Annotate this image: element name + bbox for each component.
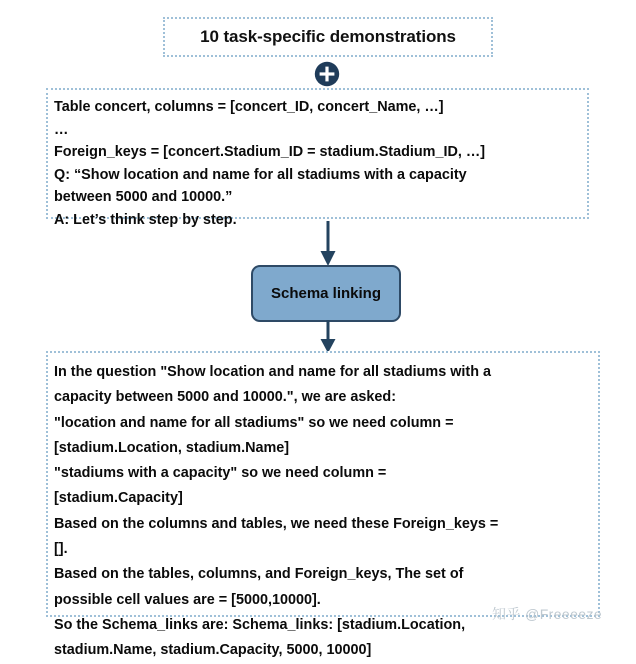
prompt-line: between 5000 and 10000.” — [54, 189, 233, 205]
output-line: So the Schema_links are: Schema_links: [stadium.Location, — [54, 616, 466, 633]
prompt-line: Table concert, columns = [concert_ID, concert_Name, …] — [54, 99, 444, 115]
output-line: "stadiums with a capacity" so we need column = — [54, 465, 387, 482]
output-line: capacity between 5000 and 10000.", we are asked: — [54, 389, 396, 406]
output-line: "location and name for all stadiums" so we need column = — [54, 414, 454, 431]
output-line: Based on the columns and tables, we need these Foreign_keys = — [54, 515, 499, 532]
prompt-line: Q: “Show location and name for all stadiums with a capacity — [54, 166, 467, 183]
output-line: []. — [54, 541, 68, 558]
output-line: possible cell values are = [5000,10000]. — [54, 591, 321, 608]
output-box — [46, 351, 600, 659]
watermark: 知乎 @Freeeeze — [492, 606, 603, 622]
output-line: Based on the tables, columns, and Foreign_keys, The set of — [54, 566, 464, 583]
arrow-prompt-to-schema-linking — [313, 221, 343, 267]
prompt-line: Foreign_keys = [concert.Stadium_ID = stadium.Stadium_ID, …] — [54, 144, 486, 160]
output-line: [stadium.Location, stadium.Name] — [54, 439, 290, 456]
schema-linking-node — [251, 265, 401, 322]
output-line: In the question "Show location and name for all stadiums with a — [54, 364, 491, 380]
demonstrations-box — [163, 17, 493, 57]
plus-circle-icon — [314, 61, 340, 87]
prompt-line: A: Let’s think step by step. — [54, 211, 237, 228]
output-line: [stadium.Capacity] — [54, 490, 183, 507]
prompt-box — [46, 88, 589, 228]
output-line: stadium.Name, stadium.Capacity, 5000, 10000] — [54, 642, 372, 659]
prompt-line: … — [54, 121, 69, 138]
schema-linking-label: Schema linking — [270, 285, 382, 302]
demonstrations-label: 10 task-specific demonstrations — [200, 27, 456, 46]
arrow-schema-linking-to-output — [313, 320, 343, 354]
